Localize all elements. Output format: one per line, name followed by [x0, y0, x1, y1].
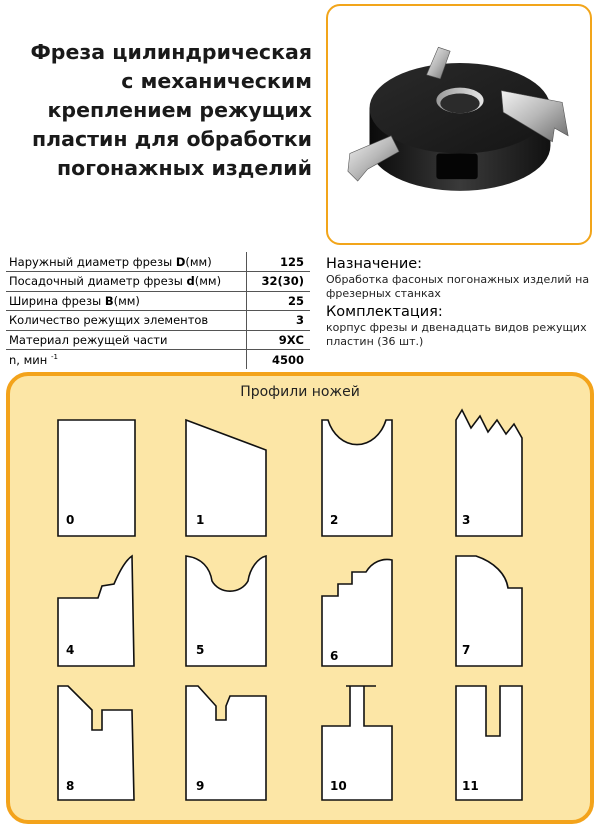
purpose-text: Обработка фасоных погонажных изделий на фрезерных станках: [326, 273, 590, 300]
profile-label: 1: [196, 513, 205, 527]
profile-label: 11: [462, 779, 479, 793]
spec-value: 3: [246, 311, 310, 331]
spec-value: 125: [246, 252, 310, 272]
spec-value: 25: [246, 291, 310, 311]
profile-label: 8: [66, 779, 75, 793]
title-line: погонажных изделий: [57, 156, 312, 180]
profile-label: 9: [196, 779, 205, 793]
spec-value: 9ХС: [246, 330, 310, 350]
profile-label: 3: [462, 513, 471, 527]
profile-label: 4: [66, 643, 75, 657]
profile-label: 6: [330, 649, 339, 663]
spec-value: 32(30): [246, 272, 310, 292]
spec-value: 4500: [246, 350, 310, 370]
table-row: Количество режущих элементов 3: [6, 311, 310, 331]
title-line: пластин для обработки: [31, 127, 312, 151]
profiles-title: Профили ножей: [240, 384, 360, 400]
profiles-panel: [6, 372, 594, 824]
product-title: [4, 38, 312, 183]
table-row: Наружный диаметр фрезы D(мм) 125: [6, 252, 310, 272]
table-row: n, мин $^{-1}$ 4500: [6, 350, 310, 370]
title-line: с механическим: [121, 69, 312, 93]
kit-heading: Комплектация:: [326, 304, 443, 320]
profile-label: 0: [66, 513, 75, 527]
title-line: Фреза цилиндрическая: [30, 40, 312, 64]
profile-label: 7: [462, 643, 471, 657]
profiles-drawings: [10, 376, 590, 820]
kit-text: корпус фрезы и двенадцать видов режущих пластин (36 шт.): [326, 321, 587, 348]
title-line: креплением режущих: [47, 98, 312, 122]
profile-label: 10: [330, 779, 347, 793]
table-row: Ширина фрезы B(мм) 25: [6, 291, 310, 311]
purpose-heading: Назначение:: [326, 256, 423, 272]
cutter-illustration: [328, 6, 590, 243]
profile-label: 5: [196, 643, 205, 657]
profile-label: 2: [330, 513, 339, 527]
spec-table: [6, 252, 310, 369]
table-row: Материал режущей части 9ХС: [6, 330, 310, 350]
product-photo: [326, 4, 592, 245]
info-block: [326, 256, 594, 349]
table-row: Посадочный диаметр фрезы d(мм) 32(30): [6, 272, 310, 292]
